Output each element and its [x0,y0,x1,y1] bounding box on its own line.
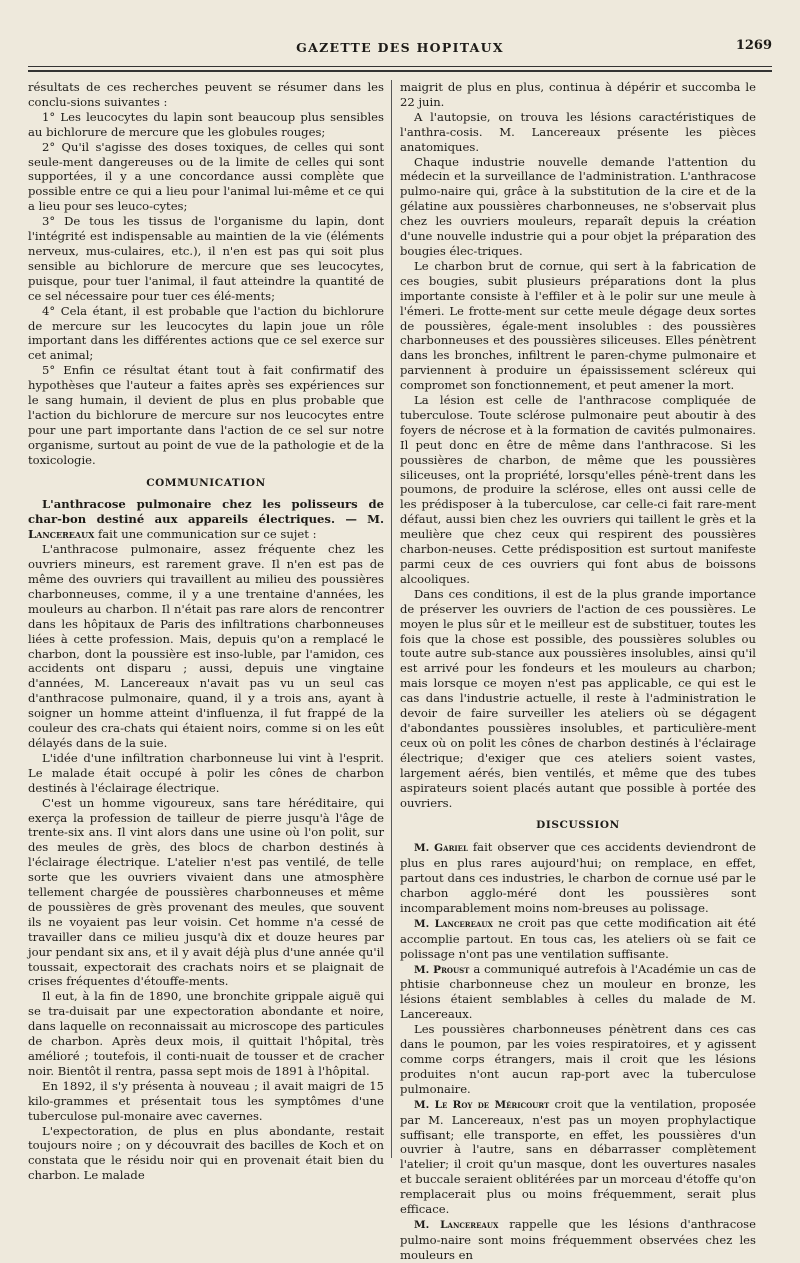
discussion-entry [400,962,756,1023]
article-author: M. Lancereaux [28,512,384,542]
section-heading-discussion: DISCUSSION [536,819,620,832]
discussion-entry [400,1217,756,1263]
discussion-entry [400,840,756,916]
intro-paragraph: résultats de ces recherches peuvent se résumer dans les conclu-sions suivantes : [28,80,384,109]
discussion-text: fait observer que ces accidents deviendront de plus en plus rares aujourd'hui; on remplace, en effet, partout dans ces industries, le charbon de cornue usé par le charbon agglo-méré dont les poussières sont incomparablement moins nom-breuses au polissage. [400,840,756,915]
discussion-entry [400,1097,756,1217]
discussion-entry [400,1022,756,1097]
article-title: L'anthracose pulmonaire chez les polisseurs de char-bon destiné aux appareils électriques. — [28,497,384,527]
conclusion-item: 5° Enfin ce résultat étant tout à fait confirmatif des hypothèses que l'auteur a faites après ses expériences sur le sang humain, il devient de plus en plus probable que l'action du bichlorure de mercure sur nos leucocytes entre pour une part importante dans l'action de ce sel sur notre organisme, surtout au point de vue de la pathologie et de la toxicologie. [28,363,384,467]
body-paragraph: Le charbon brut de cornue, qui sert à la fabrication de ces bougies, subit plusieurs préparations dont la plus importante consiste à l'effiler et à le polir sur une meule à l'émeri. Le frotte-ment sur cette meule dégage deux sortes de poussières, égale-ment insolubles : des poussières charbonneuses et des poussières siliceuses. Elles pénètrent dans les bronches, infiltrent le paren-chyme pulmonaire et parviennent à produire un épaississement scléreux qui compromet son fonctionnement, et peut amener la mort. [400,258,756,393]
discussion-text: croit que la ventilation, proposée par M. Lancereaux, n'est pas un moyen prophylactique suffisant; elle transporte, en effet, les poussières d'un ouvrier à l'autre, sans en débarrasser complètement l'atelier; il croit qu'un masque, dont les ouvertures nasales et buccale seraient oblitérées par un morceau d'étoffe qu'on remplacerait plus ou moins fréquemment, serait plus efficace. [400,1096,757,1217]
body-paragraph: Il eut, à la fin de 1890, une bronchite grippale aiguë qui se tra-duisait par une expectoration abondante et noire, dans laquelle on reconnaissait au microscope des particules de charbon. Après deux mois, il quittait l'hôpital, très amélioré ; toutefois, il conti-nuait de tousser et de cracher noir. Bientôt il rentra, passa sept mois de 1891 à l'hôpital. [28,989,384,1078]
discussion-speaker: M. Le Roy de Méricourt [414,1098,550,1111]
body-paragraph: En 1892, il s'y présenta à nouveau ; il avait maigri de 15 kilo-grammes et présentait tous les symptômes d'une tuberculose pul-monaire avec cavernes. [28,1078,384,1123]
discussion-speaker: M. Lancereaux [414,1218,499,1231]
body-paragraph: A l'autopsie, on trouva les lésions caractéristiques de l'anthra-cosis. M. Lancereaux présente les pièces anatomiques. [400,109,756,154]
discussion-text: Les poussières charbonneuses pénètrent dans ces cas dans le poumon, par les voies respiratoires, et y agissent comme corps étrangers, mais il croit que les lésions produites n'ont aucun rap-port avec la tuberculose pulmonaire. [400,1022,756,1096]
column-divider [391,80,392,1158]
article-lead: fait une communication sur ce sujet : [97,527,317,542]
page-header [28,34,772,64]
discussion-speaker: M. Proust [414,963,470,976]
page-number: 1269 [735,38,772,53]
discussion-text: rappelle que les lésions d'anthracose pulmo-naire sont moins fréquemment observées chez les mouleurs en [400,1216,756,1262]
body-paragraph: L'expectoration, de plus en plus abondante, restait toujours noire ; on y découvrait des bacilles de Koch et on constata que le résidu noir qui en provenait était bien du charbon. Le malade [28,1123,384,1183]
left-column [28,80,384,1183]
header-rule-top [28,66,772,67]
body-paragraph: La lésion est celle de l'anthracose compliquée de tuberculose. Toute sclérose pulmonaire peut aboutir à des foyers de nécrose et à la formation de cavités pulmonaires. Il peut donc en être de même dans l'anthracose. Si les poussières de charbon, de même que les poussières siliceuses, ont la propriété, lorsqu'elles pénè-trent dans les poumons, de produire la sclérose, elles ont aussi celle de les prédisposer à la tuberculose, car celle-ci fait rare-ment défaut, aussi bien chez les ouvriers qui taillent le grès et la meulière que chez ceux qui respirent des poussières charbon-neuses. Cette prédisposition est surtout manifeste parmi ceux de ces ouvriers qui font abus de boissons alcooliques. [400,393,756,586]
conclusion-item: 4° Cela étant, il est probable que l'action du bichlorure de mercure sur les leucocytes du lapin joue un rôle important dans les différentes actions que ce sel exerce sur cet animal; [28,303,384,363]
body-paragraph: L'idée d'une infiltration charbonneuse lui vint à l'esprit. Le malade était occupé à polir les cônes de charbon destinés à l'éclairage électrique. [28,750,384,795]
discussion-speaker: M. Gariel [414,842,468,855]
discussion-text: a communiqué autrefois à l'Académie un cas de phtisie charbonneuse chez un mouleur en bronze, les lésions étaient semblables à celles du malade de M. Lancereaux. [400,961,756,1022]
discussion-text: ne croit pas que cette modification ait été accomplie partout. En tous cas, les ateliers où se fait ce polissage n'ont pas une ventilation suffisante. [400,915,756,961]
section-heading-communication: COMMUNICATION [146,476,266,489]
journal-title: GAZETTE DES HOPITAUX [296,40,504,55]
conclusion-item: 1° Les leucocytes du lapin sont beaucoup plus sensibles au bichlorure de mercure que les globules rouges; [28,109,384,139]
discussion-entry [400,916,756,962]
body-paragraph: L'anthracose pulmonaire, assez fréquente chez les ouvriers mineurs, est rarement grave. Il n'en est pas de même des ouvriers qui travaillent au milieu des poussières charbonneuses, comme, il y a une trentaine d'années, les mouleurs au charbon. Il n'était pas rare alors de rencontrer dans les hôpitaux de Paris des infiltrations charbonneuses liées à cette profession. Mais, depuis qu'on a remplacé le charbon, dont la poussière est inso-luble, par l'amidon, ces accidents ont disparu ; aussi, depuis une vingtaine d'années, M. Lancereaux n'avait pas vu un seul cas d'anthracose pulmonaire, quand, il y a trois ans, ayant à soigner un homme atteint d'influenza, il fut frappé de la couleur des cra-chats qui étaient noirs, comme si on les eût délayés dans de la suie. [28,542,384,750]
right-column [400,80,757,1262]
discussion-speaker: M. Lancereaux [414,917,493,930]
conclusion-item: 2° Qu'il s'agisse des doses toxiques, de celles qui sont seule-ment dangereuses ou de la limite de celles qui sont supportées, il y a une concordance aussi complète que possible entre ce qui a lieu pour l'animal lui-même et ce qui a lieu pour ses leuco-cytes; [28,139,384,214]
conclusion-item: 3° De tous les tissus de l'organisme du lapin, dont l'intégrité est indispensable au maintien de la vie (éléments nerveux, mus-culaires, etc.), il n'en est pas qui soit plus sensible au bichlorure de mercure que ses leucocytes, puisque, pour tuer l'animal, il faut atteindre la quantité de ce sel nécessaire pour tuer ces élé-ments; [28,214,384,303]
body-paragraph: maigrit de plus en plus, continua à dépérir et succomba le 22 juin. [400,80,756,109]
header-rule-bottom [28,70,772,72]
body-paragraph: Dans ces conditions, il est de la plus grande importance de préserver les ouvriers de l'action de ces poussières. Le moyen le plus sûr et le meilleur est de substituer, toutes les fois que la chose est possible, des poussières solubles ou toute autre sub-stance aux poussières insolubles, ainsi qu'il est arrivé pour les fondeurs et les mouleurs au charbon; mais lorsque ce moyen n'est pas applicable, ce qui est le cas dans l'industrie actuelle, il reste à l'administration le devoir de faire surveiller les ateliers où se dégagent d'abondantes poussières insolubles, et particulière-ment ceux où on polit les cônes de charbon destinés à l'éclairage électrique; d'exiger que ces ateliers soient vastes, largement aérés, bien ventilés, et même que des tubes aspirateurs soient placés autant que possible à portée des ouvriers. [400,586,756,810]
article-lead-paragraph [28,497,384,542]
body-paragraph: C'est un homme vigoureux, sans tare héréditaire, qui exerça la profession de tailleur de pierre jusqu'à l'âge de trente-six ans. Il vint alors dans une usine où l'on polit, sur des meules de grès, des blocs de charbon destinés à l'éclairage électrique. L'atelier n'est pas ventilé, de telle sorte que les ouvriers vivaient dans une atmosphère tellement chargée de poussières charbonneuses et même de poussières de grès provenant des meules, que souvent ils ne voyaient pas leur voisin. Cet homme n'a cessé de travailler dans ce milieu jusqu'à dix et douze heures par jour pendant six ans, et il y avait déjà plus d'une année qu'il toussait, expectorait des crachats noirs et se plaignait de crises fréquentes d'étouffe-ments. [28,795,384,989]
body-paragraph: Chaque industrie nouvelle demande l'attention du médecin et la surveillance de l'administration. L'anthracose pulmo-naire qui, grâce à la substitution de la cire et de la gélatine aux poussières charbonneuses, ne s'observait plus chez les ouvriers mouleurs, reparaît depuis la création d'une nouvelle industrie qui a pour objet la préparation des bougies élec-triques. [400,154,756,258]
